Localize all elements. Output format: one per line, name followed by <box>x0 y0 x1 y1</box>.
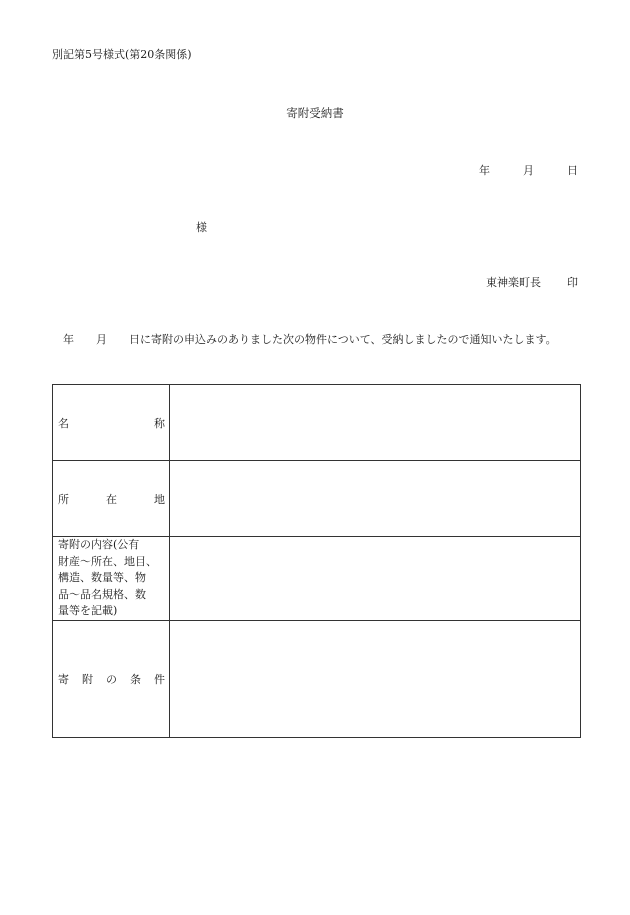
table-row <box>53 461 581 537</box>
table-row <box>53 385 581 461</box>
date-year-label: 年 <box>479 164 490 177</box>
content-label-cell <box>53 537 170 621</box>
date-month-label: 月 <box>523 164 534 177</box>
addressee-honorific: 様 <box>196 221 207 234</box>
name-label: 名 称 <box>58 416 165 430</box>
content-label: 寄附の内容(公有 財産〜所在、地目、 構造、数量等、物 品〜品名規格、数 量等を記載) <box>58 538 157 617</box>
date-line <box>479 162 578 178</box>
donation-details-table <box>52 384 581 738</box>
table-row <box>53 620 581 737</box>
location-label: 所 在 地 <box>58 492 165 506</box>
issuer-name: 東神楽町長 <box>486 276 541 289</box>
document-title: 寄附受納書 <box>286 106 344 120</box>
name-label-cell <box>53 385 170 461</box>
content-value-cell[interactable] <box>170 537 581 621</box>
form-number: 別記第5号様式(第20条関係) <box>52 48 192 61</box>
name-value-cell[interactable] <box>170 385 581 461</box>
date-day-label: 日 <box>567 164 578 177</box>
location-value-cell[interactable] <box>170 461 581 537</box>
location-label-cell <box>53 461 170 537</box>
notice-body-text: 年 月 日に寄附の申込みのありました次の物件について、受納しましたので通知いたします。 <box>63 333 557 346</box>
conditions-label: 寄 附 の 条 件 <box>58 672 165 686</box>
conditions-label-cell <box>53 620 170 737</box>
seal-mark: 印 <box>567 276 578 289</box>
issuer-line <box>486 274 578 290</box>
conditions-value-cell[interactable] <box>170 620 581 737</box>
table-row <box>53 537 581 621</box>
